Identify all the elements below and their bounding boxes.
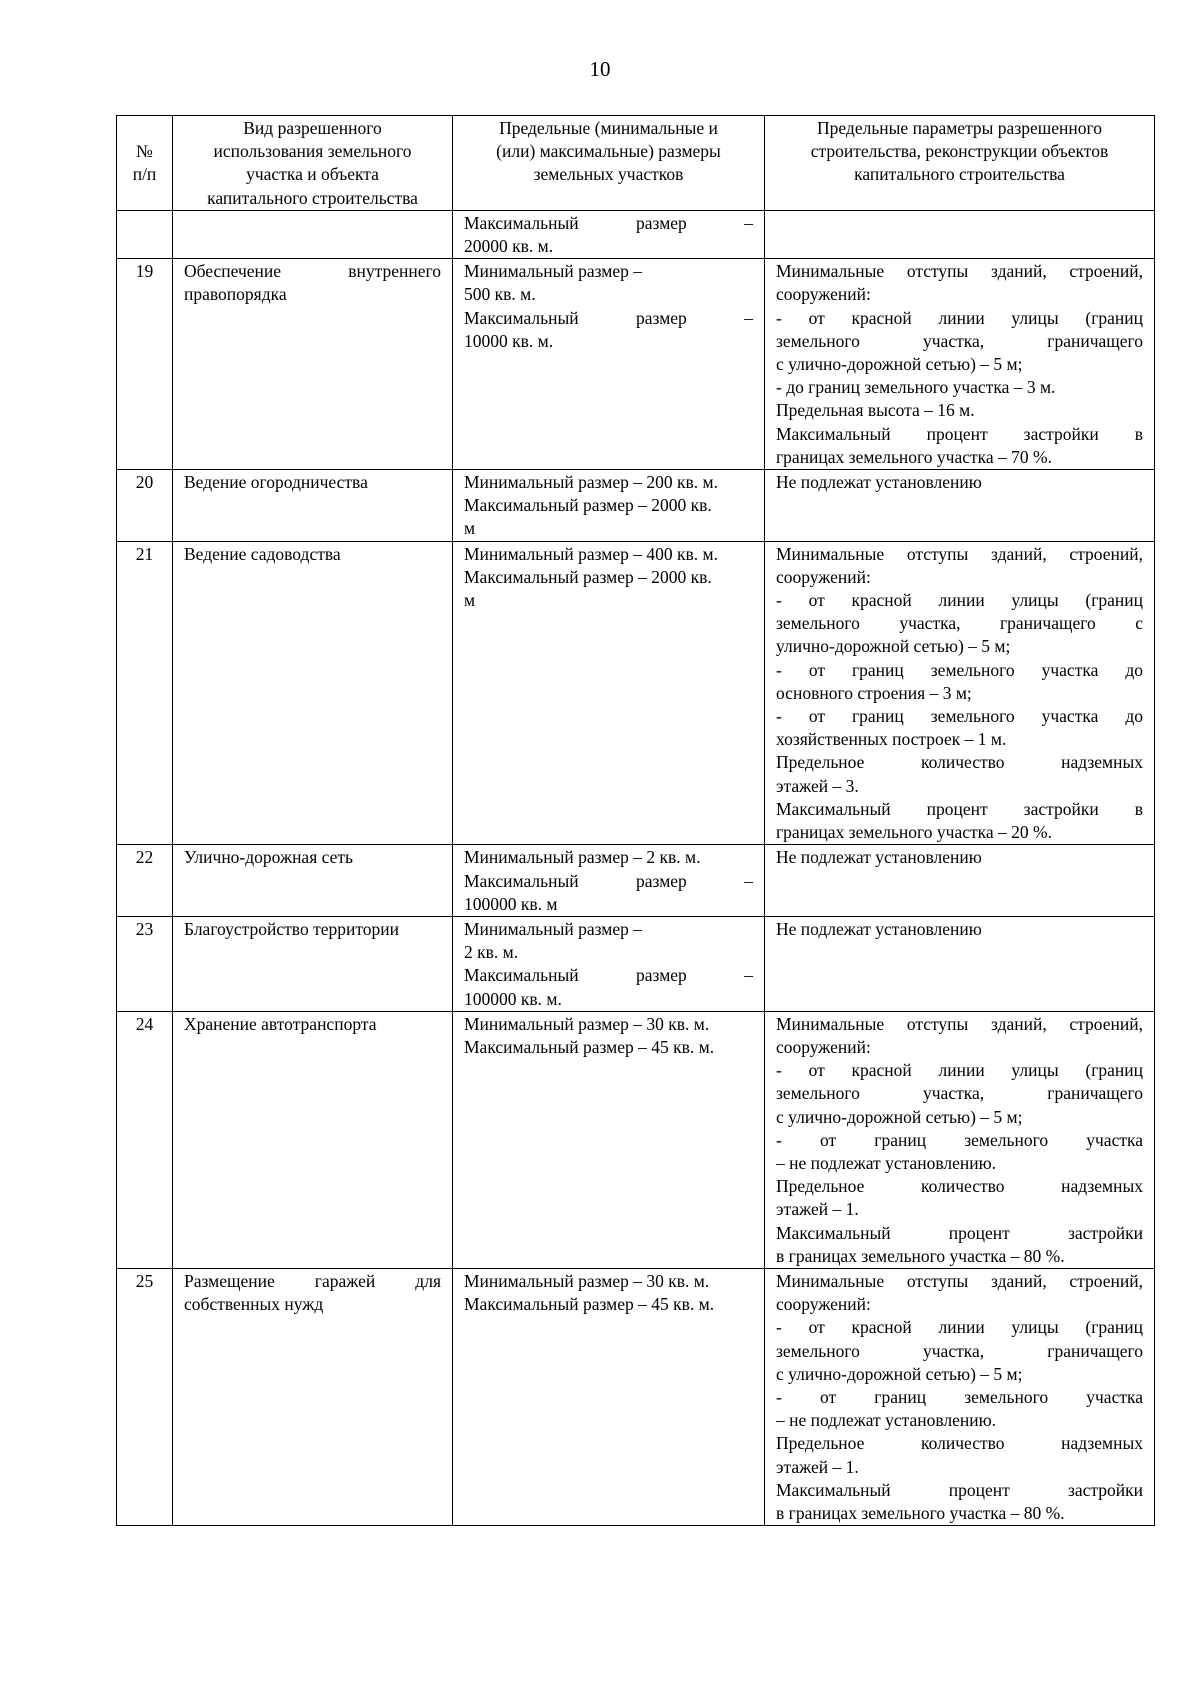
row-size-line: Максимальный размер – 2000 кв. (464, 566, 712, 587)
row-size-cell (453, 1268, 765, 1525)
row-params-line: - от границ земельного участка до (776, 659, 1143, 680)
row-size-line: Максимальный размер – (464, 965, 753, 986)
header-size-line: (или) максимальные) размеры (496, 141, 721, 162)
row-use-cell (173, 916, 453, 1011)
table-row (117, 541, 1155, 845)
row-size-line: м (464, 518, 476, 539)
row-params-line: этажей – 1. (776, 1199, 859, 1220)
row-number-cell: 22 (117, 845, 173, 917)
row-size-line: 500 кв. м. (464, 284, 536, 305)
row-number-cell: 23 (117, 916, 173, 1011)
header-num-line: п/п (132, 164, 157, 185)
row-params-line: в границах земельного участка – 80 %. (776, 1502, 1065, 1523)
row-number-cell: 20 (117, 470, 173, 542)
row-params-cell (765, 259, 1155, 470)
table-row (117, 1011, 1155, 1268)
row-params-line: Максимальный процент застройки в (776, 423, 1143, 444)
row-params-line: Максимальный процент застройки (776, 1222, 1143, 1243)
header-size-line: Предельные (минимальные и (499, 118, 718, 138)
row-params-line: Не подлежат установлению (776, 847, 982, 868)
row-size-line: Максимальный размер – (464, 307, 753, 328)
row-params-line: улично-дорожной сетью) – 5 м; (776, 636, 1011, 657)
row-number-cell: 24 (117, 1011, 173, 1268)
header-use-line: капитального строительства (207, 187, 418, 208)
row-params-line: - от красной линии улицы (границ (776, 1317, 1143, 1338)
row-size-line: 10000 кв. м. (464, 330, 554, 351)
row-params-line: с улично-дорожной сетью) – 5 м; (776, 354, 1023, 375)
table-header-row (117, 116, 1155, 211)
row-use-line: Размещение гаражей для (184, 1270, 441, 1291)
row-size-line: Минимальный размер – (464, 918, 643, 939)
row-params-line: с улично-дорожной сетью) – 5 м; (776, 1363, 1023, 1384)
row-size-line: Максимальный размер – 2000 кв. (464, 495, 712, 516)
row-params-line: - от границ земельного участка (776, 1386, 1143, 1407)
page-number: 10 (589, 57, 611, 81)
row-size-cell (453, 845, 765, 917)
row-params-line: Предельное количество надземных (776, 752, 1143, 773)
row-number-cell (117, 210, 173, 258)
row-use-cell (173, 845, 453, 917)
row-size-cell (453, 210, 765, 258)
row-params-line: земельного участка, граничащего (776, 1340, 1143, 1361)
row-params-line: этажей – 1. (776, 1456, 859, 1477)
row-use-cell (173, 210, 453, 258)
header-size (453, 116, 765, 211)
row-use-line: правопорядка (184, 284, 287, 305)
row-size-line: 100000 кв. м (464, 893, 558, 914)
row-use-line: Ведение садоводства (184, 543, 341, 564)
header-use (173, 116, 453, 211)
row-size-line: Минимальный размер – 200 кв. м. (464, 472, 718, 493)
table-row (117, 845, 1155, 917)
row-use-cell (173, 470, 453, 542)
row-params-line: сооружений: (776, 284, 871, 305)
header-use-line: Вид разрешенного (243, 118, 382, 138)
row-params-line: Минимальные отступы зданий, строений, (776, 1013, 1143, 1034)
row-params-cell (765, 916, 1155, 1011)
row-size-line: Минимальный размер – 400 кв. м. (464, 543, 718, 564)
row-params-line: Минимальные отступы зданий, строений, (776, 543, 1143, 564)
row-size-line: Максимальный размер – (464, 212, 753, 233)
row-params-line: – не подлежат установлению. (776, 1410, 997, 1431)
row-number-cell: 25 (117, 1268, 173, 1525)
row-size-line: м (464, 590, 476, 611)
row-params-cell (765, 1268, 1155, 1525)
row-use-cell (173, 1011, 453, 1268)
header-params-line: Предельные параметры разрешенного (817, 118, 1102, 138)
header-size-line: земельных участков (533, 164, 684, 185)
table-row (117, 1268, 1155, 1525)
row-number-cell: 19 (117, 259, 173, 470)
row-params-line: Предельная высота – 16 м. (776, 400, 975, 421)
row-size-line: 2 кв. м. (464, 942, 519, 963)
row-params-cell (765, 541, 1155, 845)
row-params-line: - от границ земельного участка до (776, 706, 1143, 727)
row-use-line: Благоустройство территории (184, 918, 399, 939)
table-row (117, 259, 1155, 470)
row-size-line: 100000 кв. м. (464, 988, 562, 1009)
header-params (765, 116, 1155, 211)
row-use-cell (173, 1268, 453, 1525)
row-params-line: - от красной линии улицы (границ (776, 590, 1143, 611)
row-params-line: основного строения – 3 м; (776, 682, 972, 703)
row-size-line: Максимальный размер – 45 кв. м. (464, 1036, 715, 1057)
row-params-line: - от красной линии улицы (границ (776, 307, 1143, 328)
land-use-table (116, 115, 1155, 1526)
row-size-cell (453, 470, 765, 542)
row-params-line: сооружений: (776, 1294, 871, 1315)
row-params-cell (765, 470, 1155, 542)
row-use-line: Хранение автотранспорта (184, 1013, 377, 1034)
row-params-line: земельного участка, граничащего (776, 1083, 1143, 1104)
row-params-line: Предельное количество надземных (776, 1176, 1143, 1197)
row-params-line: в границах земельного участка – 80 %. (776, 1245, 1065, 1266)
row-params-line: границах земельного участка – 20 %. (776, 822, 1052, 843)
row-size-line: 20000 кв. м. (464, 236, 554, 257)
row-size-cell (453, 916, 765, 1011)
row-params-line: - от красной линии улицы (границ (776, 1060, 1143, 1081)
header-params-line: капитального строительства (854, 164, 1065, 185)
header-num (117, 116, 173, 211)
row-params-line: – не подлежат установлению. (776, 1152, 997, 1173)
row-params-line: - до границ земельного участка – 3 м. (776, 377, 1056, 398)
row-params-line: этажей – 3. (776, 775, 859, 796)
header-use-line: использования земельного (213, 141, 412, 162)
row-params-line: Не подлежат установлению (776, 918, 982, 939)
row-params-line: сооружений: (776, 1036, 871, 1057)
row-number-cell: 21 (117, 541, 173, 845)
table-body (117, 210, 1155, 1525)
row-size-line: Минимальный размер – 30 кв. м. (464, 1270, 710, 1291)
row-use-cell (173, 259, 453, 470)
row-size-cell (453, 259, 765, 470)
row-params-line: Минимальные отступы зданий, строений, (776, 261, 1143, 282)
row-params-line: Максимальный процент застройки (776, 1479, 1143, 1500)
header-use-line: участка и объекта (246, 164, 379, 185)
row-size-line: Максимальный размер – (464, 870, 753, 891)
row-size-line: Минимальный размер – (464, 261, 643, 282)
row-params-line: - от границ земельного участка (776, 1129, 1143, 1150)
row-params-line: Максимальный процент застройки в (776, 798, 1143, 819)
row-params-cell (765, 210, 1155, 258)
row-params-line: земельного участка, граничащего (776, 330, 1143, 351)
row-size-cell (453, 541, 765, 845)
row-size-line: Максимальный размер – 45 кв. м. (464, 1294, 715, 1315)
row-params-cell (765, 1011, 1155, 1268)
header-params-line: строительства, реконструкции объектов (810, 141, 1109, 162)
table-row (117, 210, 1155, 258)
header-num-line: № (136, 141, 153, 162)
row-use-line: собственных нужд (184, 1294, 324, 1315)
row-use-cell (173, 541, 453, 845)
row-params-line: Не подлежат установлению (776, 472, 982, 493)
row-size-line: Минимальный размер – 2 кв. м. (464, 847, 701, 868)
row-params-line: Минимальные отступы зданий, строений, (776, 1270, 1143, 1291)
row-params-line: хозяйственных построек – 1 м. (776, 729, 1007, 750)
row-params-line: Предельное количество надземных (776, 1433, 1143, 1454)
row-use-line: Обеспечение внутреннего (184, 261, 441, 282)
table-row (117, 916, 1155, 1011)
row-use-line: Улично-дорожная сеть (184, 847, 354, 868)
row-params-line: сооружений: (776, 566, 871, 587)
table-row (117, 470, 1155, 542)
row-size-cell (453, 1011, 765, 1268)
row-params-cell (765, 845, 1155, 917)
row-use-line: Ведение огородничества (184, 472, 368, 493)
row-params-line: земельного участка, граничащего с (776, 613, 1143, 634)
row-params-line: границах земельного участка – 70 %. (776, 446, 1052, 467)
row-size-line: Минимальный размер – 30 кв. м. (464, 1013, 710, 1034)
row-params-line: с улично-дорожной сетью) – 5 м; (776, 1106, 1023, 1127)
